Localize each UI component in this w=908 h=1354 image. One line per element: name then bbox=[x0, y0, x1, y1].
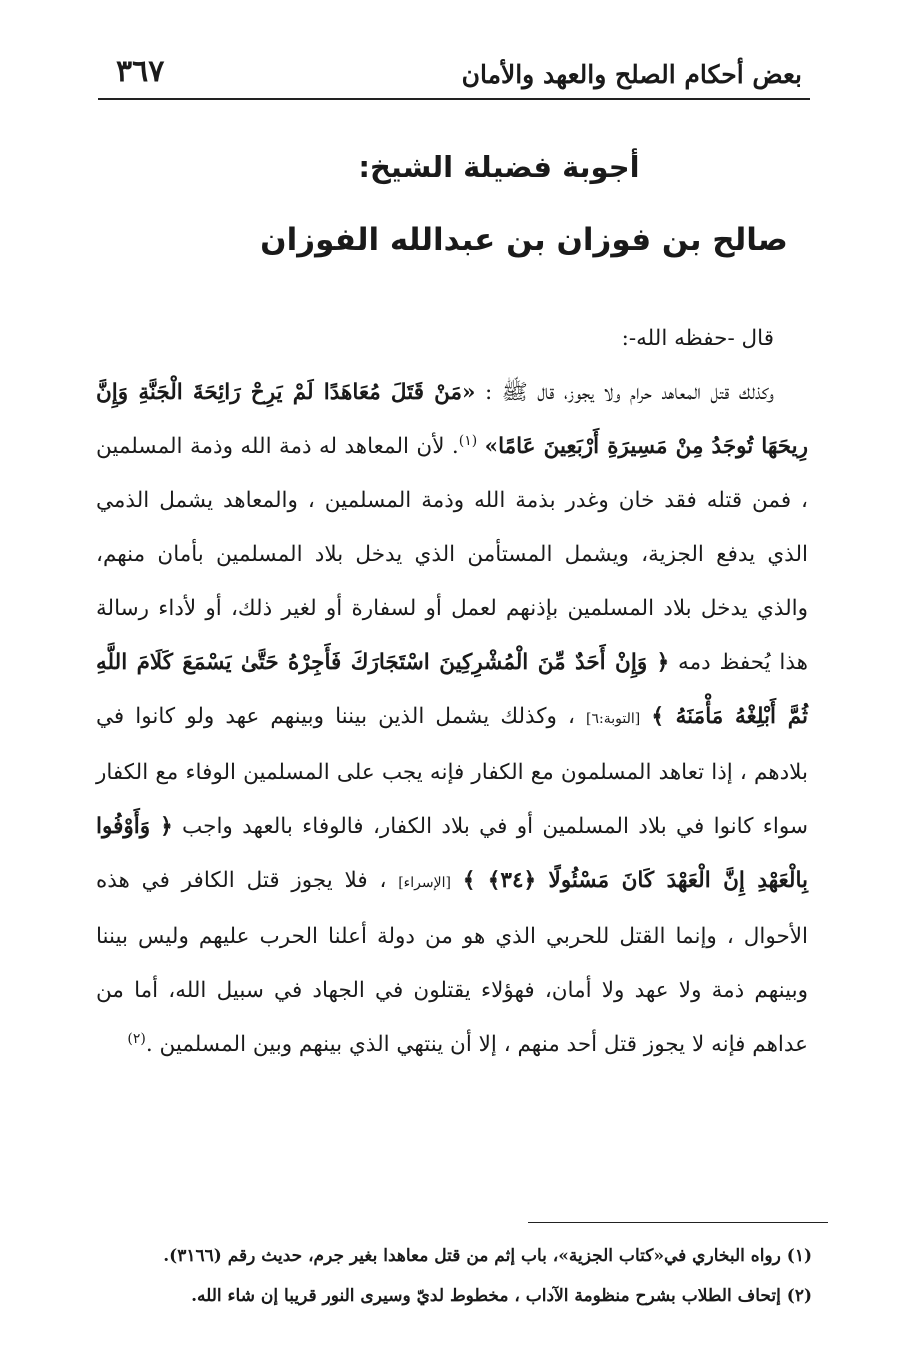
footnotes bbox=[96, 1236, 812, 1316]
main-paragraph bbox=[96, 366, 808, 1072]
quran-verse-2: ﴿ وَأَوْفُوا بِالْعَهْدِ إِنَّ الْعَهْدَ كَانَ مَسْئُولًا ﴿٣٤﴾ ﴾ bbox=[96, 814, 808, 893]
para-text-b: . لأن المعاهد له ذمة الله وذمة المسلمين ، فمن قتله فقد خان وغدر بذمة الله وذمة المسلمين ، والمعاهد يشمل الذمي الذي يدفع الجزية، ويشمل المستأمن الذي يدخل بلاد المسلمين بأمان منهم، والذي يدخل بلاد المسلمين بإذنهم لعمل أو لسفارة أو لغير ذلك، أو لأداء رسالة هذا يُحفظ دمه bbox=[96, 434, 808, 675]
footnote-marker-2: (٢) bbox=[127, 1030, 146, 1047]
intro-line: قال -حفظه الله-: bbox=[621, 326, 774, 351]
para-text-a: وكذلك قتل المعاهد حرام ولا يجوز، قال ﷺ : bbox=[475, 380, 774, 405]
quran-verse-1: ﴿ وَإِنْ أَحَدٌ مِّنَ الْمُشْرِكِينَ اسْتَجَارَكَ فَأَجِرْهُ حَتَّىٰ يَسْمَعَ كَلَامَ اللَّهِ ثُمَّ أَبْلِغْهُ مَأْمَنَهُ ﴾ bbox=[96, 650, 808, 729]
footnote-2: (٢) إتحاف الطلاب بشرح منظومة الآداب ، مخطوط لديّ وسيرى النور قريبا إن شاء الله. bbox=[191, 1286, 812, 1306]
hadith-quote: «مَنْ قَتَلَ مُعَاهَدًا لَمْ يَرِحْ رَائِحَةَ الْجَنَّةِ وَإِنَّ رِيحَهَا تُوجَدُ مِنْ مَسِيرَةِ أَرْبَعِينَ عَامًا» bbox=[96, 380, 808, 459]
verse-reference-1: [التوبة:٦] bbox=[586, 711, 641, 727]
para-text-d: ، فلا يجوز قتل الكافر في هذه الأحوال ، وإنما القتل للحربي الذي هو من دولة أعلنا الحرب عليهم وليس بيننا وبينهم ذمة ولا عهد ولا أمان، فهؤلاء يقتلون في الجهاد في سبيل الله، أما من عداهم فإنه لا يجوز قتل أحد منهم ، إلا أن ينتهي الذي بينهم وبين المسلمين . bbox=[96, 868, 808, 1057]
footnote-1: (١) رواه البخاري في«كتاب الجزية»، باب إثم من قتل معاهدا بغير جرم، حديث رقم (٣١٦٦). bbox=[163, 1246, 812, 1266]
page-number: ٣٦٧ bbox=[116, 54, 165, 89]
body-text bbox=[96, 312, 808, 1072]
verse-reference-2: [الإسراء] bbox=[398, 875, 451, 891]
section-heading-line-1: أجوبة فضيلة الشيخ: bbox=[358, 150, 640, 184]
footnote-separator bbox=[528, 1222, 828, 1223]
para-text-c: ، وكذلك يشمل الذين بيننا وبينهم عهد ولو كانوا في بلادهم ، إذا تعاهد المسلمون مع الكفار فإنه يجب على المسلمين الوفاء مع الكفار سواء كانوا في بلاد المسلمين أو في بلاد الكفار، فالوفاء بالعهد واجب bbox=[96, 704, 808, 839]
section-heading-line-2: صالح بن فوزان بن عبدالله الفوزان bbox=[260, 222, 788, 258]
running-header bbox=[98, 52, 810, 100]
running-title: بعض أحكام الصلح والعهد والأمان bbox=[461, 60, 802, 89]
footnote-marker-1: (١) bbox=[458, 432, 478, 449]
